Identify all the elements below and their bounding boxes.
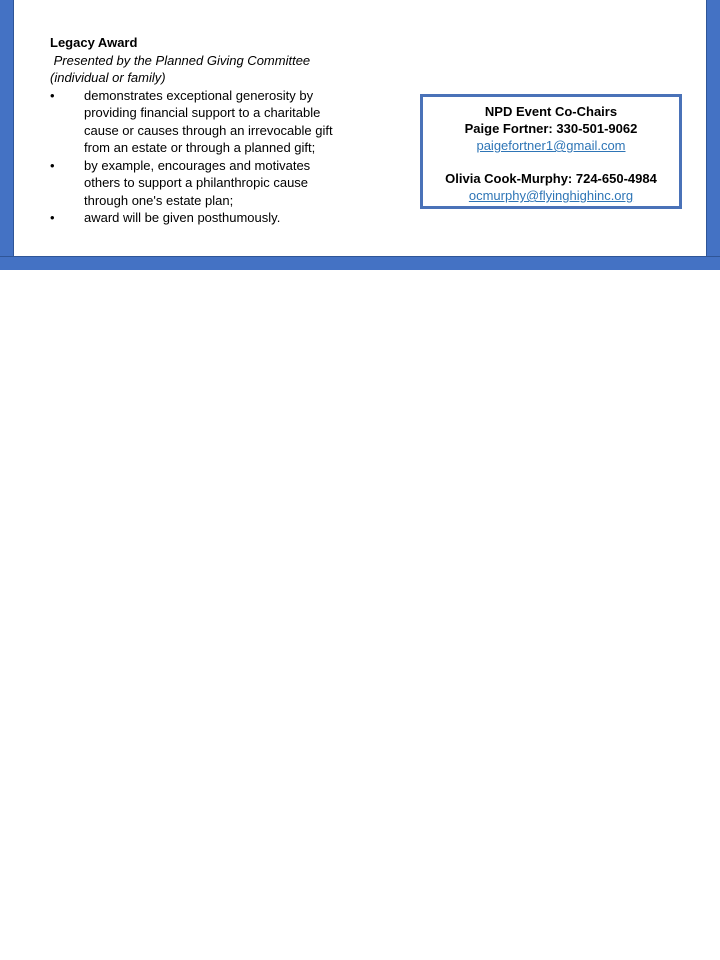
page-border-right xyxy=(706,0,720,270)
chair2-email-link[interactable]: ocmurphy@flyinghighinc.org xyxy=(468,188,634,203)
bullet-icon: • xyxy=(50,210,55,225)
award-title: Legacy Award xyxy=(50,35,138,50)
co-chairs-heading: NPD Event Co-Chairs xyxy=(484,104,618,119)
page-border-bottom xyxy=(0,256,720,270)
bullet-icon: • xyxy=(50,157,55,173)
chair1-name-phone: Paige Fortner: 330-501-9062 xyxy=(464,121,638,136)
award-subtitle: Presented by the Planned Giving Committee xyxy=(50,52,311,68)
chair2-name-phone: Olivia Cook-Murphy: 724-650-4984 xyxy=(445,171,657,186)
award-criteria-list xyxy=(50,87,350,227)
criteria-text: demonstrates exceptional generosity by providing financial support to a charitable cause or causes through an irrevocable gift from an estate or through a planned gift; xyxy=(84,87,333,155)
criteria-text: by example, encourages and motivates others to support a philanthropic cause through one's estate plan; xyxy=(84,157,311,208)
page-border-left xyxy=(0,0,14,270)
list-item xyxy=(50,209,344,227)
list-item xyxy=(50,157,344,210)
legacy-award-section xyxy=(50,34,350,227)
chair1-email-link[interactable]: paigefortner1@gmail.com xyxy=(476,138,626,153)
criteria-text: award will be given posthumously. xyxy=(84,210,281,225)
co-chairs-contact-box xyxy=(420,94,682,209)
bullet-icon: • xyxy=(50,87,55,103)
spacer xyxy=(423,154,679,170)
award-note: (individual or family) xyxy=(50,70,166,85)
document-page xyxy=(0,0,720,270)
list-item xyxy=(50,87,344,157)
